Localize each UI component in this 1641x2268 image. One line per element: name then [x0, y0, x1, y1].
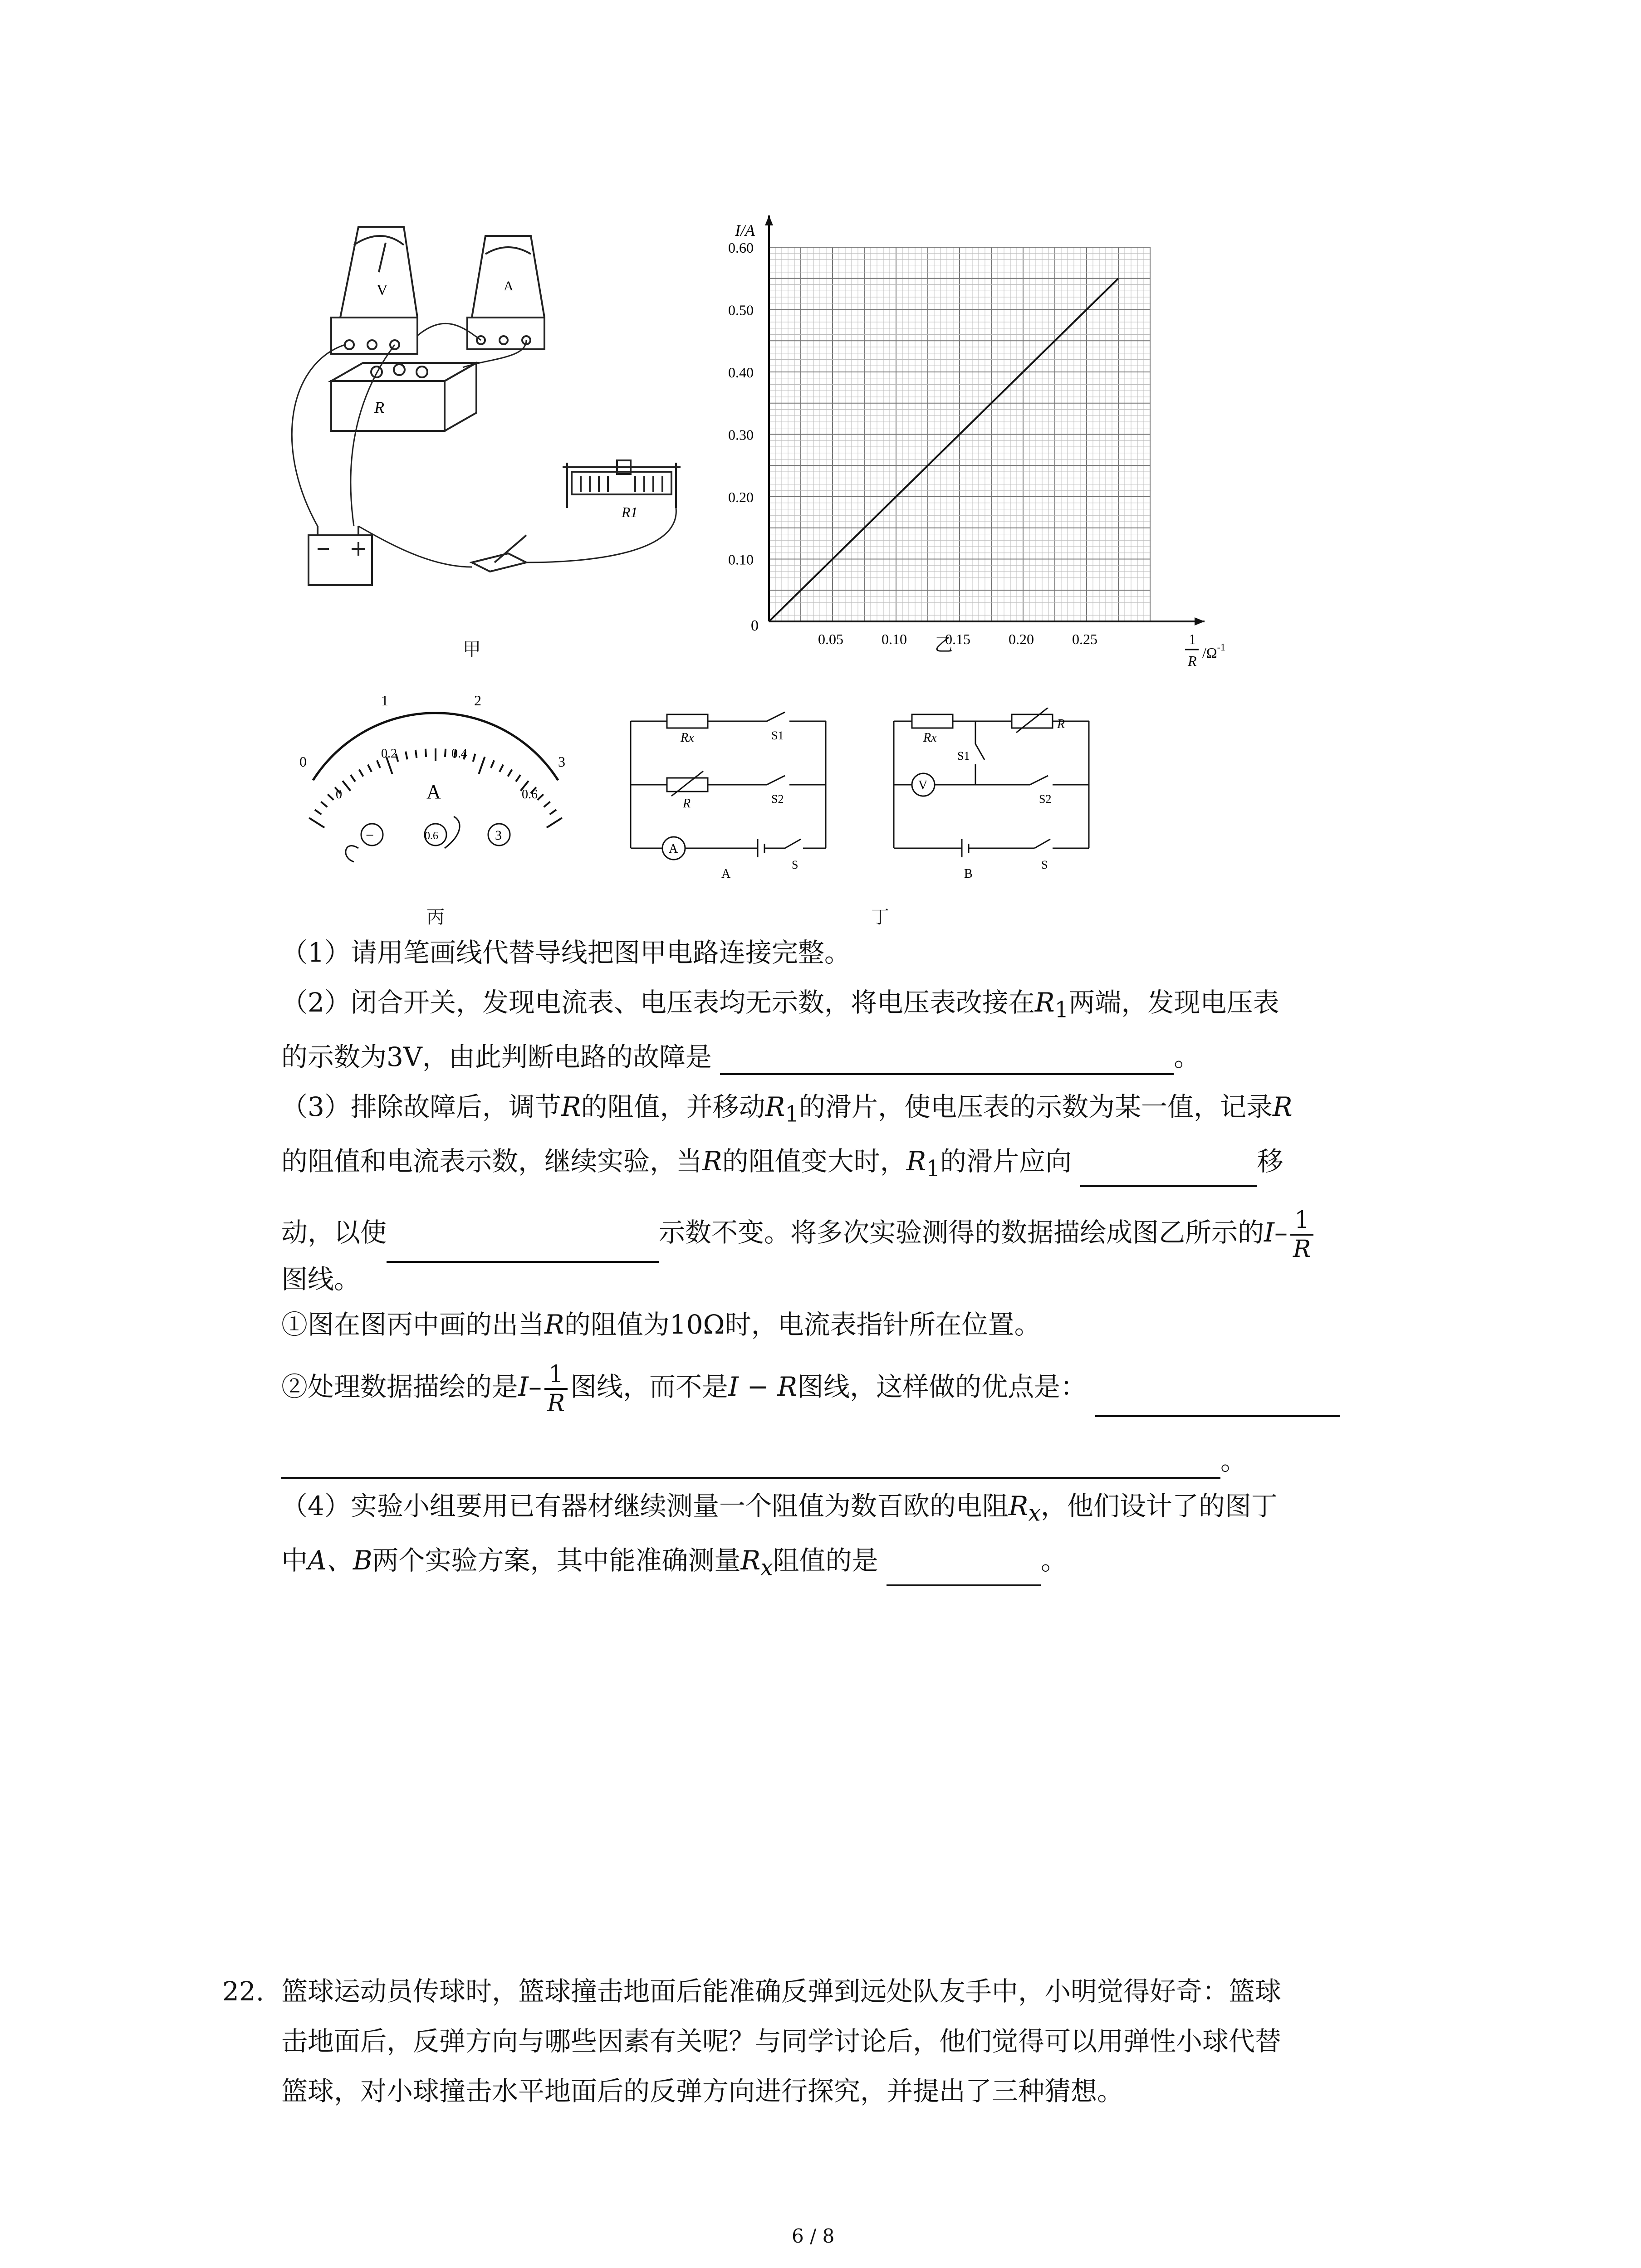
voltmeter-symbol: V — [377, 282, 388, 298]
y-tick-label: 0.30 — [728, 426, 754, 443]
circuit-a-r: R — [683, 797, 691, 811]
y-tick-label: 0.50 — [728, 302, 754, 318]
resistor-box-label: R — [374, 398, 384, 416]
series-line — [769, 279, 1118, 621]
x-axis-arrow — [1195, 617, 1205, 626]
chart-series — [769, 279, 1118, 621]
rheostat-label: R1 — [622, 504, 638, 520]
figure-jia — [272, 209, 726, 617]
y-tick-label: 0.20 — [728, 489, 754, 505]
circuit-b-meter: V — [918, 778, 928, 792]
answer-blank-direction[interactable] — [1080, 1158, 1257, 1187]
ammeter-symbol: A — [504, 279, 514, 293]
circuit-a-rx: Rx — [681, 731, 694, 745]
circuit-wires — [292, 323, 676, 567]
question-2-line2: 的示数为3V，由此判断电路的故障是 。 — [281, 1039, 1200, 1075]
dial-tick — [547, 818, 562, 827]
question-4-line1: （4）实验小组要用已有器材继续测量一个阻值为数百欧的电阻$R_x$，他们设计了的图丁 — [281, 1491, 1278, 1526]
dial-lower-1: 0.2 — [381, 747, 397, 761]
y-axis-label: I/A — [735, 221, 755, 240]
figure-ding-circuit-b — [885, 708, 1098, 880]
circuit-a-label: A — [721, 867, 731, 880]
dial-tick — [406, 752, 407, 760]
dial-upper-2: 2 — [474, 692, 481, 709]
circuit-a-s1: S1 — [771, 729, 784, 742]
answer-blank-meter[interactable] — [387, 1234, 659, 1263]
question-22-line3: 篮球，对小球撞击水平地面后的反弹方向进行探究，并提出了三种猜想。 — [281, 2076, 1124, 2107]
question-3-sub2: ②处理数据描绘的是I– $\frac{1}{R}$ 图线，而不是I − R图线，这样做的优点是： — [281, 1361, 1340, 1417]
dial-tick — [315, 810, 322, 815]
figure-jia-caption: 甲 — [463, 639, 481, 660]
figure-bing-ammeter — [290, 685, 581, 885]
dial-tick — [550, 810, 557, 815]
chart-origin-label: 0 — [751, 617, 759, 634]
dial-tick — [377, 760, 380, 768]
dial-upper-3: 3 — [558, 753, 565, 770]
x-axis-label-den: R — [1188, 653, 1197, 669]
terminal-0-6: 0.6 — [425, 830, 438, 842]
question-22-line1: 篮球运动员传球时，篮球撞击地面后能准确反弹到远处队友手中，小明觉得好奇：篮球 — [281, 1976, 1282, 2007]
dial-meter-symbol: A — [426, 781, 441, 803]
question-2-line1: （2）闭合开关，发现电流表、电压表均无示数，将电压表改接在$R_1$两端，发现电压表 — [281, 987, 1279, 1023]
figure-yi-caption: 乙 — [935, 635, 953, 655]
x-tick-label: 0.20 — [1009, 631, 1034, 647]
circuit-b-s2: S2 — [1039, 792, 1052, 806]
dial-tick — [508, 769, 512, 776]
dial-tick — [479, 757, 485, 774]
voltmeter-icon — [331, 227, 417, 354]
y-tick-label: 0.40 — [728, 364, 754, 381]
rheostat-icon — [563, 460, 681, 508]
dial-lower-2: 0.4 — [451, 747, 467, 761]
dial-tick — [491, 760, 494, 768]
question-4-line2: 中A、B两个实验方案，其中能准确测量$R_x$阻值的是 。 — [281, 1542, 1067, 1586]
page-number: 6 / 8 — [792, 2225, 835, 2247]
dial-tick — [321, 802, 328, 807]
figure-yi-chart — [708, 209, 1288, 689]
y-tick-label: 0.60 — [728, 240, 754, 256]
battery-icon — [309, 526, 372, 585]
question-22-number: 22. — [222, 1976, 265, 2007]
dial-tick — [538, 794, 544, 800]
question-3-line2: 的阻值和电流表示数，继续实验，当R的阻值变大时，$R_1$的滑片应向 移 — [281, 1143, 1283, 1187]
x-axis-label-num: 1 — [1189, 631, 1196, 647]
x-tick-label: 0.10 — [882, 631, 907, 647]
circuit-a-s: S — [792, 858, 798, 871]
x-tick-label: 0.25 — [1072, 631, 1097, 647]
x-tick-label: 0.05 — [818, 631, 843, 647]
dial-tick — [500, 765, 503, 772]
question-3-sub2-continued: 。 — [281, 1442, 1247, 1479]
dial-tick — [359, 769, 363, 776]
dial-tick — [328, 794, 333, 800]
terminal-3: 3 — [495, 828, 502, 843]
x-tick-label: 0.15 — [945, 631, 970, 647]
question-3-sub1: ①图在图丙中画的出当R的阻值为10Ω时，电流表指针所在位置。 — [281, 1309, 1041, 1340]
dial-upper-1: 1 — [381, 692, 388, 709]
circuit-a-meter: A — [669, 842, 678, 856]
terminal-minus: − — [366, 827, 374, 843]
switch-icon — [472, 535, 526, 572]
dial-tick — [309, 818, 324, 827]
dial-lower-0: 0 — [336, 787, 342, 802]
dial-tick — [544, 802, 550, 807]
circuit-b-s: S — [1041, 858, 1048, 871]
dial-tick — [445, 749, 446, 757]
dial-tick — [351, 775, 355, 782]
figure-ding-caption: 丁 — [871, 907, 889, 927]
dial-lower-3: 0.6 — [522, 787, 538, 802]
y-tick-label: 0.10 — [728, 551, 754, 568]
dial-tick — [368, 765, 372, 772]
figure-ding-circuit-a — [622, 708, 835, 880]
question-3-line4: 图线。 — [281, 1264, 361, 1295]
resistor-box-icon — [331, 363, 476, 431]
dial-upper-0: 0 — [299, 753, 307, 770]
question-3-line1: （3）排除故障后，调节R的阻值，并移动$R_1$的滑片，使电压表的示数为某一值，记录R — [281, 1091, 1293, 1127]
circuit-b-r: R — [1057, 717, 1065, 731]
circuit-b-s1: S1 — [957, 749, 970, 763]
answer-blank-advantage-1[interactable] — [1095, 1388, 1340, 1417]
circuit-b-rx: Rx — [923, 731, 937, 745]
dial-tick — [473, 754, 475, 762]
x-axis-unit: $/\Omega^{-1}$ — [1202, 641, 1225, 661]
question-3-line3: 动，以使 示数不变。将多次实验测得的数据描绘成图乙所示的I– $\frac{1}{R}$ — [281, 1207, 1316, 1263]
circuit-b-label: B — [964, 867, 973, 880]
y-axis-arrow — [765, 215, 773, 225]
dial-tick — [516, 775, 520, 782]
question-1: （1）请用笔画线代替导线把图甲电路连接完整。 — [281, 937, 851, 968]
answer-blank-scheme[interactable] — [887, 1557, 1041, 1586]
dial-tick — [343, 781, 350, 791]
answer-blank-fault[interactable] — [720, 1046, 1174, 1075]
question-22-line2: 击地面后，反弹方向与哪些因素有关呢？与同学讨论后，他们觉得可以用弹性小球代替 — [281, 2026, 1282, 2057]
circuit-a-s2: S2 — [771, 792, 784, 806]
answer-blank-advantage-2[interactable] — [281, 1450, 1220, 1479]
figure-bing-caption: 丙 — [426, 907, 445, 927]
